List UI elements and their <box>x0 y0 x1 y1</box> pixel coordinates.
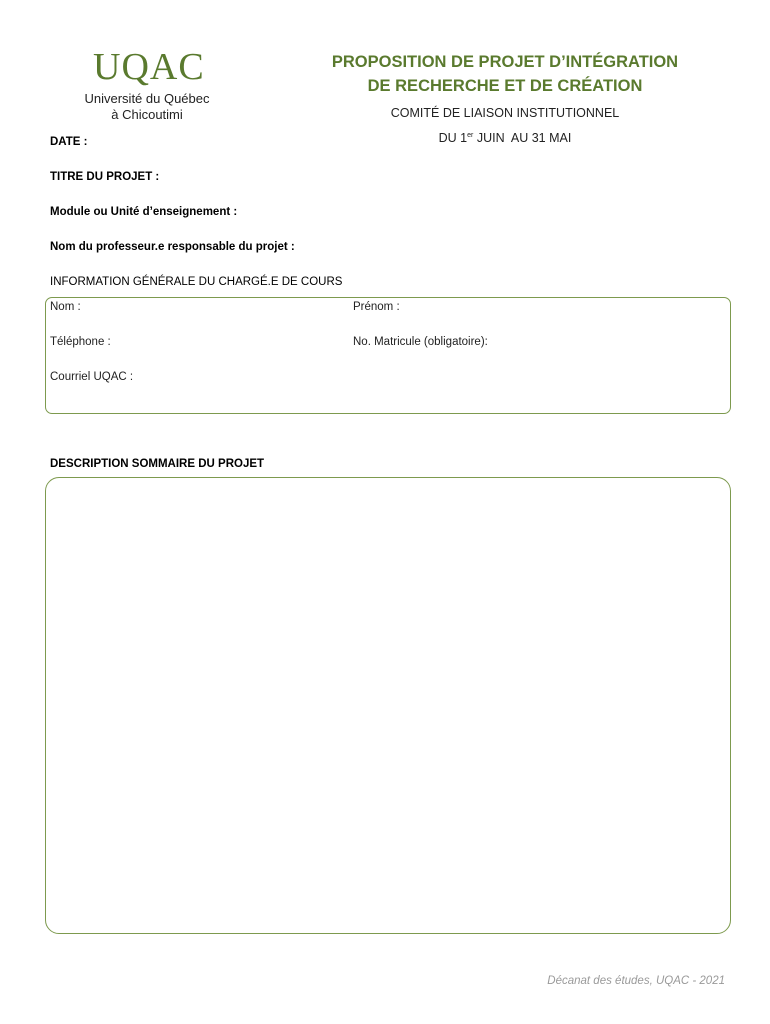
footer-text: Décanat des études, UQAC - 2021 <box>547 975 725 987</box>
period-prefix: DU 1 <box>438 131 468 146</box>
title-line-2: DE RECHERCHE ET DE CRÉATION <box>367 77 643 95</box>
period-text <box>300 125 710 149</box>
title-line-1: PROPOSITION DE PROJET D’INTÉGRATION <box>331 53 679 71</box>
period-suffix: JUIN AU 31 MAI <box>473 131 572 146</box>
info-section-heading: INFORMATION GÉNÉRALE DU CHARGÉ.E DE COURS <box>50 276 343 288</box>
telephone-field: Téléphone : <box>50 336 111 348</box>
courriel-field: Courriel UQAC : <box>50 371 134 383</box>
period-sup: er <box>467 132 474 139</box>
date-label: DATE : <box>50 136 88 148</box>
description-heading: DESCRIPTION SOMMAIRE DU PROJET <box>50 458 265 470</box>
document-title <box>300 50 710 98</box>
uqac-logo: UQAC <box>93 46 205 88</box>
logo-university-line2: à Chicoutimi <box>111 107 183 122</box>
prenom-field: Prénom : <box>353 301 400 313</box>
logo-university-line1: Université du Québec <box>84 91 210 106</box>
committee-subtitle: COMITÉ DE LIAISON INSTITUTIONNEL <box>390 106 620 120</box>
project-title-label: TITRE DU PROJET : <box>50 171 160 183</box>
module-label: Module ou Unité d’enseignement : <box>50 206 238 218</box>
description-box <box>45 477 731 934</box>
matricule-field: No. Matricule (obligatoire): <box>353 336 488 348</box>
nom-field: Nom : <box>50 301 81 313</box>
professor-label: Nom du professeur.e responsable du projet : <box>50 241 295 253</box>
info-box <box>45 297 731 414</box>
